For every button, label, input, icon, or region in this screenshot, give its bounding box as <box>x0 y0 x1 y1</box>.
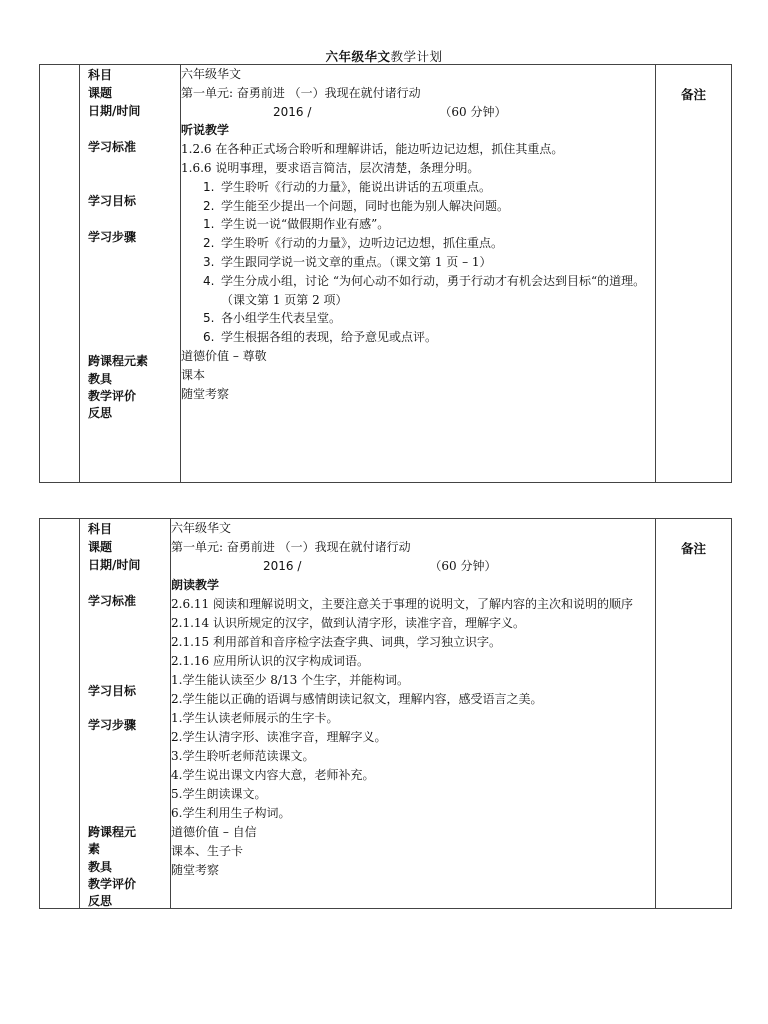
objective-item: 2. 学生能至少提出一个问题，同时也能为别人解决问题。 <box>203 198 510 213</box>
label-datetime: 日期/时间 <box>88 104 141 118</box>
year-value: 2016 / <box>263 559 302 573</box>
objective-item: 1. 学生聆听《行动的力量》，能说出讲话的五项重点。 <box>203 179 492 194</box>
margin-cell <box>40 65 80 483</box>
label-column <box>80 65 181 483</box>
notes-header: 备注 <box>656 65 732 483</box>
label-reflection: 反思 <box>88 406 113 420</box>
label-column <box>80 519 171 909</box>
content-column <box>171 519 656 909</box>
step-item: 1. 学生说一说“做假期作业有感”。 <box>203 217 390 232</box>
duration-value: （60 分钟） <box>439 104 507 119</box>
standard-item: 1.6.6 说明事理，要求语言简洁，层次清楚，条理分明。 <box>181 160 480 175</box>
label-topic: 课题 <box>88 86 113 100</box>
cross-curricular-value: 道德价值 – 尊敬 <box>181 348 267 363</box>
tools-value: 课本、生子卡 <box>171 844 244 858</box>
label-subject: 科目 <box>88 68 113 82</box>
label-assessment: 教学评价 <box>88 389 137 403</box>
skill-heading: 听说教学 <box>181 123 230 138</box>
label-cross-curricular-line1: 跨课程元 <box>88 825 137 839</box>
step-list <box>181 215 655 347</box>
assessment-value: 随堂考察 <box>171 863 220 877</box>
step-item: 6. 学生根据各组的表现，给予意见或点评。 <box>203 330 438 345</box>
label-cross-curricular-line2: 素 <box>88 842 101 856</box>
standard-item: 2.1.16 应用所认识的汉字构成词语。 <box>171 654 369 668</box>
step-item: 4. 学生分成小组，讨论 “为何心动不如行动，勇于行动才有机会达到目标“的道理。（课文第 1 页第 2 项） <box>203 273 646 307</box>
label-steps: 学习步骤 <box>88 230 137 244</box>
topic-value: 第一单元: 奋勇前进 （一）我现在就付诸行动 <box>181 85 421 100</box>
objective-item: 1.学生能认读至少 8/13 个生字，并能构词。 <box>171 673 410 687</box>
label-objective: 学习目标 <box>88 194 137 208</box>
step-item: 3.学生聆听老师范读课文。 <box>171 749 315 763</box>
standard-item: 2.1.15 利用部首和音序检字法查字典、词典，学习独立识字。 <box>171 635 501 649</box>
label-tools: 教具 <box>88 372 113 386</box>
label-standard: 学习标准 <box>88 140 137 154</box>
datetime-value <box>171 557 655 576</box>
page-title-rest: 教学计划 <box>390 49 443 64</box>
step-item: 4.学生说出课文内容大意，老师补充。 <box>171 768 375 782</box>
label-datetime: 日期/时间 <box>88 558 141 572</box>
label-standard: 学习标准 <box>88 594 137 608</box>
lesson-plan-table-2 <box>39 518 732 909</box>
content-column <box>181 65 656 483</box>
standard-item: 1.2.6 在各种正式场合聆听和理解讲话，能边听边记边想，抓住其重点。 <box>181 142 564 157</box>
standard-item: 2.1.14 认识所规定的汉字，做到认清字形，读准字音，理解字义。 <box>171 616 525 630</box>
step-item: 2. 学生聆听《行动的力量》，边听边记边想，抓住重点。 <box>203 236 504 251</box>
label-tools: 教具 <box>88 860 113 874</box>
subject-value: 六年级华文 <box>171 521 232 535</box>
datetime-value <box>181 103 655 122</box>
subject-value: 六年级华文 <box>181 67 242 81</box>
duration-value: （60 分钟） <box>429 559 497 573</box>
page-title <box>0 47 768 65</box>
year-value: 2016 / <box>273 104 312 119</box>
label-topic: 课题 <box>88 540 113 554</box>
objective-list <box>181 178 655 216</box>
label-subject: 科目 <box>88 522 113 536</box>
standard-item: 2.6.11 阅读和理解说明文，主要注意关于事理的说明文，了解内容的主次和说明的顺序 <box>171 597 633 611</box>
step-item: 1.学生认读老师展示的生字卡。 <box>171 711 339 725</box>
step-item: 5.学生朗读课文。 <box>171 787 267 801</box>
step-item: 3. 学生跟同学说一说文章的重点。（课文第 1 页 – 1） <box>203 254 492 269</box>
label-cross-curricular: 跨课程元素 <box>88 354 149 368</box>
lesson-plan-table-1 <box>39 64 732 483</box>
skill-heading: 朗读教学 <box>171 578 220 592</box>
label-objective: 学习目标 <box>88 684 137 698</box>
notes-header: 备注 <box>656 519 732 909</box>
step-item: 5. 各小组学生代表呈堂。 <box>203 311 342 326</box>
tools-value: 课本 <box>181 367 206 382</box>
step-item: 6.学生利用生子构词。 <box>171 806 291 820</box>
topic-value: 第一单元: 奋勇前进 （一）我现在就付诸行动 <box>171 540 411 554</box>
objective-item: 2.学生能以正确的语调与感情朗读记叙文，理解内容，感受语言之美。 <box>171 692 543 706</box>
label-reflection: 反思 <box>88 894 113 908</box>
page-title-bold: 六年级华文 <box>325 49 391 64</box>
assessment-value: 随堂考察 <box>181 386 230 401</box>
cross-curricular-value: 道德价值 – 自信 <box>171 825 257 839</box>
label-steps: 学习步骤 <box>88 718 137 732</box>
label-assessment: 教学评价 <box>88 877 137 891</box>
step-item: 2.学生认清字形、读准字音，理解字义。 <box>171 730 387 744</box>
margin-cell <box>40 519 80 909</box>
